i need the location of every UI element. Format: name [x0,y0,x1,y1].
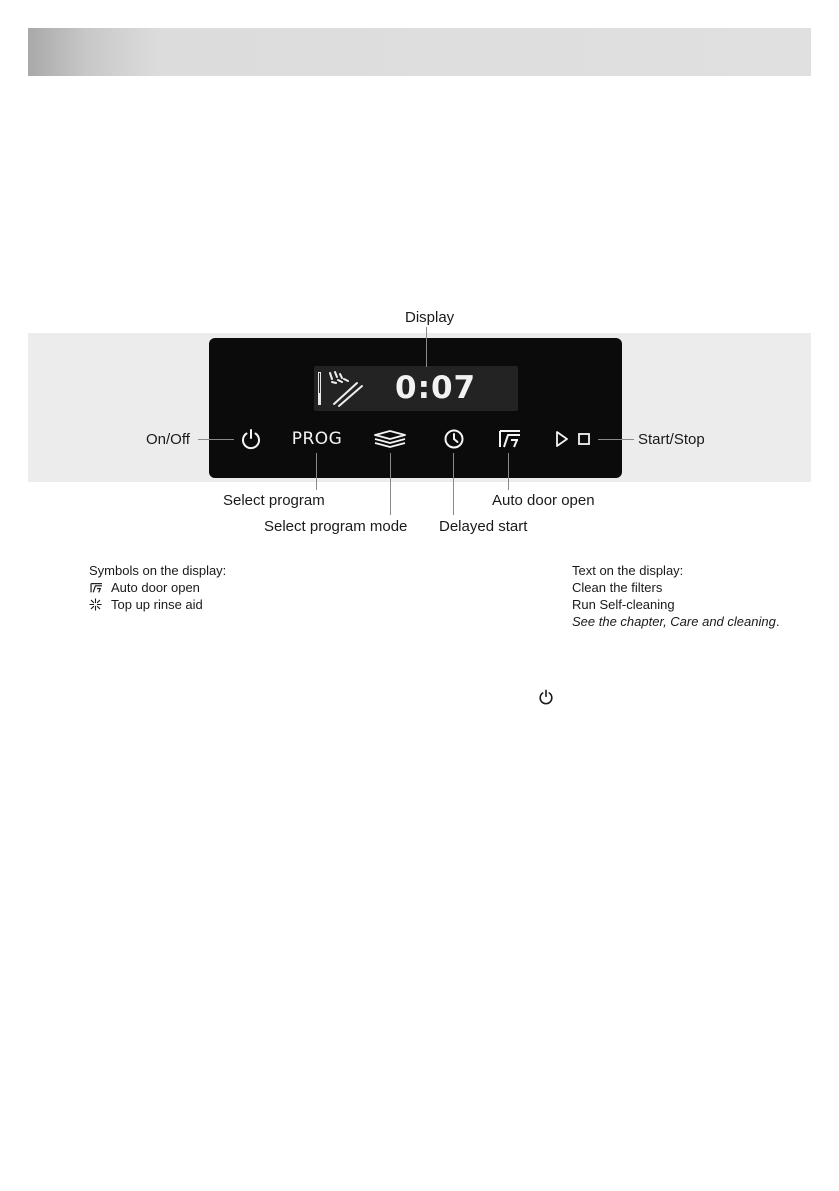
auto-door-open-label: Auto door open [492,492,595,509]
power-icon [240,428,262,450]
see-link: Care and cleaning [670,614,776,629]
see-prefix: See the chapter, [572,614,671,629]
display-time: 0:07 [395,370,477,406]
power-icon [538,689,554,705]
start-stop-leader-line [598,439,634,440]
door-open-icon [497,428,523,450]
symbols-note-heading: Symbols on the display: [89,563,227,578]
clock-icon [443,428,465,450]
select-program-mode-label: Select program mode [264,518,408,535]
on-off-button[interactable] [236,425,266,453]
symbol-text-rinse-aid: Top up rinse aid [111,597,203,612]
delayed-start-leader-line [453,453,454,515]
on-off-leader-line [198,439,234,440]
delayed-start-label: Delayed start [439,518,528,535]
layers-icon [373,429,407,449]
display-leader-line [426,327,427,367]
start-stop-label: Start/Stop [638,431,705,448]
select-program-mode-leader-line [390,453,391,515]
display-label: Display [405,309,455,326]
prog-button[interactable] [286,425,348,453]
see-suffix: . [775,614,780,629]
text-note-heading: Text on the display: [572,563,684,578]
text-note-line-1: Clean the filters [572,580,663,595]
stop-icon [577,432,591,446]
prog-button-label: PROG [291,429,343,449]
spray-arm-icon [326,370,364,408]
auto-door-open-leader-line [508,453,509,490]
symbols-note [89,562,226,613]
rinse-aid-level-indicator [318,372,321,405]
play-icon [555,430,569,448]
select-program-leader-line [316,453,317,490]
program-mode-button[interactable] [372,425,408,453]
stop-button[interactable] [576,425,592,453]
header-bar [28,28,811,76]
text-note-reference [572,613,779,630]
symbol-row-auto-door [89,579,226,596]
on-off-label: On/Off [146,431,190,448]
auto-door-open-button[interactable] [496,425,524,453]
symbol-text-auto-door: Auto door open [111,580,200,595]
delayed-start-button[interactable] [441,425,467,453]
start-button[interactable] [554,425,570,453]
text-note [572,562,779,630]
door-open-icon [89,582,104,594]
text-note-line-2: Run Self-cleaning [572,597,675,612]
symbol-row-rinse-aid [89,596,226,613]
sparkle-icon [89,598,102,611]
select-program-label: Select program [223,492,325,509]
